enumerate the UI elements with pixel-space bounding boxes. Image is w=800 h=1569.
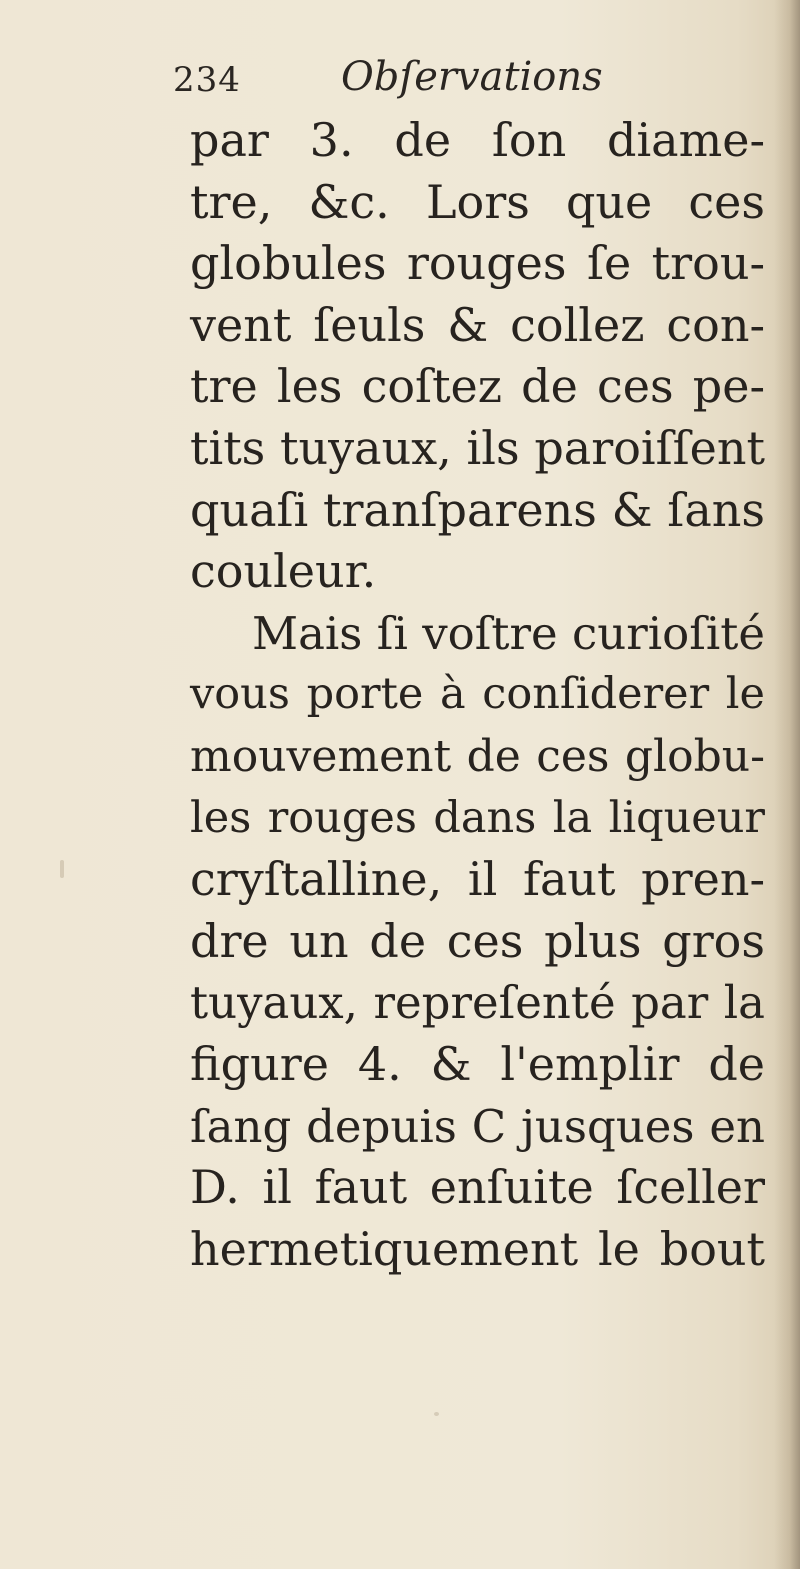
text-line: cryſtalline, il faut pren- [190,852,765,907]
running-title: Obſervations [341,54,603,100]
body-text [190,110,765,1280]
text-line: dre un de ces plus gros [190,913,765,968]
text-line: vent ſeuls & collez con- [190,297,765,352]
text-line: par 3. de ſon diame- [190,113,765,167]
text-line: tre les coſtez de ces pe- [190,359,765,414]
text-line: figure 4. & l'emplir de [190,1036,765,1091]
page-number: 234 [173,60,241,100]
gutter-shadow [774,0,800,1569]
text-line: les rouges dans la liqueur [190,792,765,843]
paper-speck [60,860,64,878]
text-line: tuyaux, repreſenté par la [190,976,765,1030]
text-line: vous porte à conſiderer le [190,669,765,720]
paper-speck [434,1412,439,1416]
text-line: tits tuyaux, ils paroiſſent [190,420,765,475]
text-line: hermetiquement le bout [190,1221,765,1276]
text-line: globules rouges ſe trou- [190,236,765,291]
running-head [173,52,733,102]
text-line: tre, &c. Lors que ces [190,174,765,229]
text-line: quaſi tranſparens & ſans [190,482,765,537]
text-line: D. il faut enſuite ſceller [190,1160,765,1215]
text-line: Mais ſi voſtre curioſité [252,606,765,660]
text-line: couleur. [190,544,377,599]
text-line: ſang depuis C jusques en [190,1099,765,1153]
text-line: mouvement de ces globu- [190,730,765,782]
